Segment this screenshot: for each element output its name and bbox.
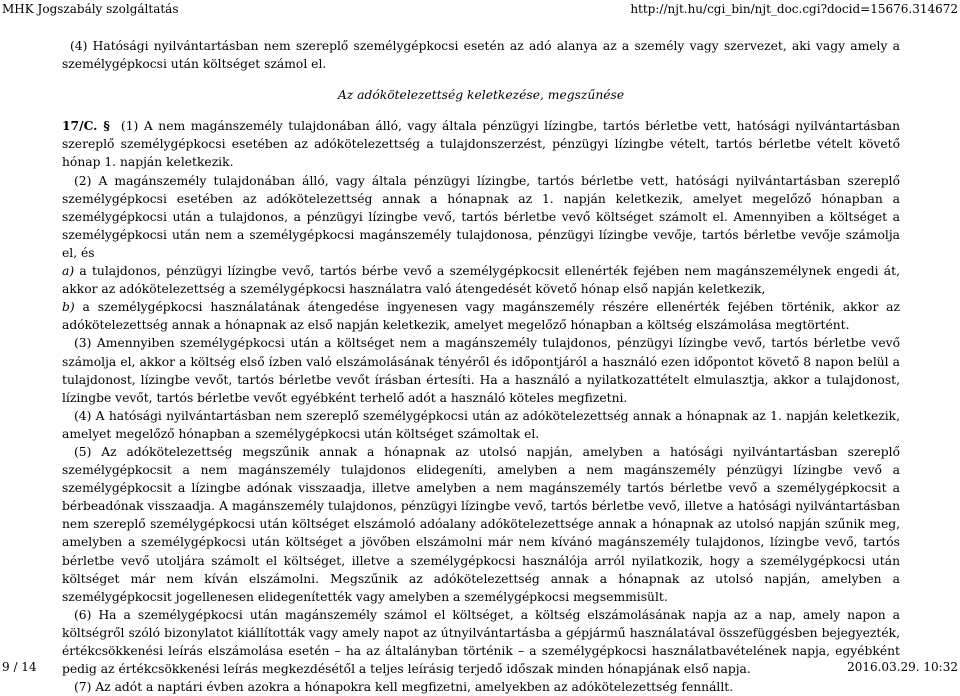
paragraph-2: (2) A magánszemély tulajdonában álló, vagy általa pénzügyi lízingbe, tartós bérletbe vett, hatósági nyilvántartásban szereplő személygépkocsi esetében az adókötelezettség annak a hónapnak az 1. napján keletkezik, amelyet megelőző hónapban a személygépkocsi után a tulajdonos, a pénzügyi lízingbe vevő, tartós bérletbe vevő költséget számolt el. Amennyiben a költséget a személygépkocsi után nem a személygépkocsi magánszemély tulajdonosa, pénzügyi lízingbe vevője, tartós bérletbe vevője számolja el, és — [62, 173, 900, 260]
header-url[interactable]: http://njt.hu/cgi_bin/njt_doc.cgi?docid=15676.314672 — [630, 2, 958, 16]
point-a-text: a tulajdonos, pénzügyi lízingbe vevő, tartós bérbe vevő a személygépkocsit ellenérték fejében nem magánszemélynek engedi át, akkor az adókötelezettség a személygépkocsi használatra való átengedését követő hónap első napján keletkezik, — [62, 264, 900, 297]
point-a-label: a) — [62, 264, 75, 279]
page-footer — [0, 660, 960, 674]
paragraph-a — [62, 262, 900, 298]
paragraph-1 — [62, 117, 900, 171]
paragraph-4: (4) A hatósági nyilvántartásban nem szereplő személygépkocsi után az adókötelezettség annak a hónapnak az 1. napján keletkezik, amelyet megelőző hónapban a személygépkocsi után költséget számoltak el. — [62, 408, 900, 441]
paragraph-3: (3) Amennyiben személygépkocsi után a költséget nem a magánszemély tulajdonos, pénzügyi lízingbe vevő, tartós bérletbe vevő számolja el, akkor a költség első ízben való elszámolásának tényéről és időpontjáról a használó ezen időpontot követő 8 napon belül a tulajdonost, lízingbe vevőt, tartós bérletbe vevőt írásban értesíti. Ha a használó a nyilatkozattételt elmulasztja, akkor a tulajdonost, lízingbe vevőt, tartós bérletbe vevőt egyébként terhelő adót a használó köteles megfizetni. — [62, 336, 900, 405]
paragraph-1-text: (1) A nem magánszemély tulajdonában álló, vagy általa pénzügyi lízingbe, tartós bérletbe vett, hatósági nyilvántartásban szereplő személygépkocsi esetében az adókötelezettség a tulajdonszerzést, pénzügyi lízingbe vételt, tartós bérletbe vételt követő hónap 1. napján keletkezik. — [62, 119, 900, 170]
document-body — [62, 37, 900, 696]
paragraph-5: (5) Az adókötelezettség megszűnik annak a hónapnak az utolsó napján, amelyben a hatósági nyilvántartásban szereplő személygépkocsit a nem magánszemély tulajdonos elidegeníti, amelyben a nem magánszemély pénzügyi lízingbe vevő a személygépkocsit a lízingbe adónak visszaadja, illetve amelyben a nem magánszemély tartós bérletbe vevő a személygépkocsit a bérbeadónak visszaadja. A magánszemély tulajdonos, pénzügyi lízingbe vevő, tartós bérletbe vevő, illetve a hatósági nyilvántartásban nem szereplő személygépkocsi után költséget elszámoló adóalany adókötelezettsége annak a hónapnak az utolsó napján szűnik meg, amelyben a személygépkocsi után költséget a jövőben elszámolni már nem kívánó magánszemély tulajdonos, lízingbe vevő, tartós bérletbe vevő utoljára számolt el költséget, illetve a személygépkocsi használója arról nyilatkozik, hogy a személygépkocsi után költséget már nem kíván elszámolni. Megszűnik az adókötelezettség annak a hónapnak az utolsó napján, amelyben a személygépkocsit jogellenesen elidegenítették vagy amelyben a személygépkocsi megsemmisült. — [62, 444, 900, 604]
page-header — [0, 0, 960, 18]
point-b-label: b) — [62, 300, 75, 315]
page-number: 9 / 14 — [2, 660, 37, 674]
print-datetime: 2016.03.29. 10:32 — [847, 660, 958, 674]
paragraph-4-prev: (4) Hatósági nyilvántartásban nem szereplő személygépkocsi esetén az adó alanya az a személy vagy szervezet, aki vagy amely a személygépkocsi után költséget számol el. — [62, 39, 900, 72]
paragraph-b — [62, 298, 900, 334]
section-number: 17/C. § — [62, 118, 110, 134]
paragraph-6: (6) Ha a személygépkocsi után magánszemély számol el költséget, a költség elszámolásának napja az a nap, amely napon a költségről szóló bizonylatot kiállították vagy amely napot az útnyilvántartásba a gépjármű használatával összefüggésben bejegyezték, értékcsökkenési leírás elszámolása esetén – ha az általányban történik – a személygépkocsi használatbavételének napja, egyébként pedig az értékcsökkenési leírás megkezdésétől a teljes leírásig terjedő időszak minden hónapjának első napja. — [62, 607, 900, 677]
header-source: MHK Jogszabály szolgáltatás — [2, 2, 179, 16]
point-b-text: a személygépkocsi használatának átengedése ingyenesen vagy magánszemély részére ellenérték fejében történik, akkor az adókötelezettség annak a hónapnak az első napján keletkezik, amelyet megelőző hónapban a költség elszámolása megtörtént. — [62, 300, 900, 333]
paragraph-7: (7) Az adót a naptári évben azokra a hónapokra kell megfizetni, amelyekben az adókötelezettség fennállt. — [74, 680, 734, 695]
section-heading: Az adókötelezettség keletkezése, megszűnése — [337, 88, 625, 103]
